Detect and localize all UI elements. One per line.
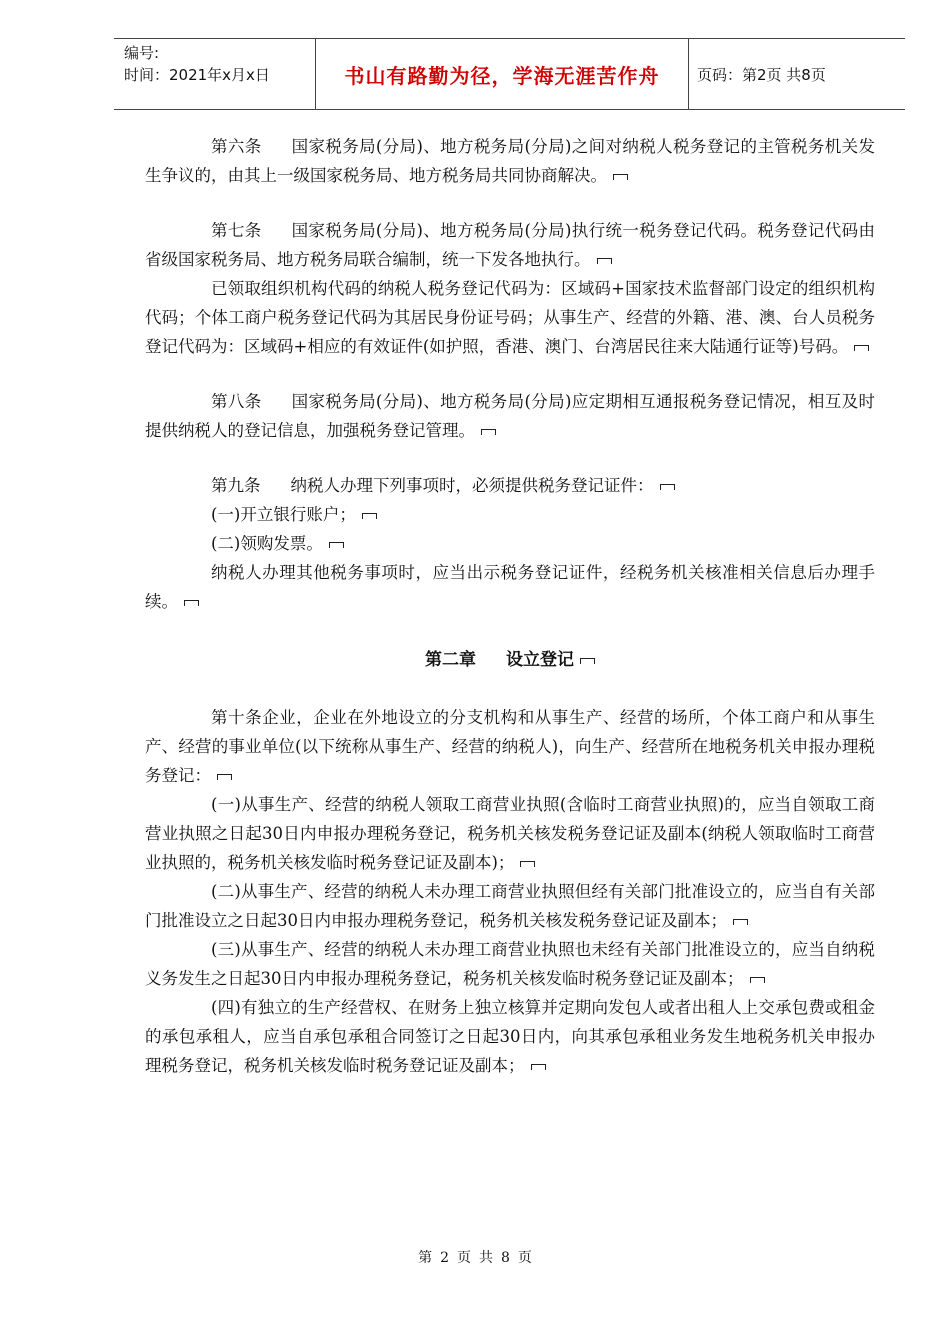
article-9-item-2: (二)领购发票。 <box>145 529 875 558</box>
article-9-tail: 纳税人办理其他税务事项时，应当出示税务登记证件，经税务机关核准相关信息后办理手续。 <box>145 563 875 611</box>
article-9-item-1: (一)开立银行账户； <box>145 500 875 529</box>
article-6: 第六条 国家税务局(分局)、地方税务局(分局)之间对纳税人税务登记的主管税务机关发生争议的，由其上一级国家税务局、地方税务局共同协商解决。 <box>145 137 876 185</box>
header-meta <box>114 39 315 109</box>
paragraph-mark-icon <box>217 774 232 780</box>
paragraph-mark-icon <box>733 919 748 925</box>
paragraph-mark-icon <box>854 345 869 351</box>
header-page-info: 页码：第2页 共8页 <box>697 65 826 84</box>
article-10-item-3: (三)从事生产、经营的纳税人未办理工商营业执照也未经有关部门批准设立的，应当自纳税义务发生之日起30日内申报办理税务登记，税务机关核发临时税务登记证及副本； <box>145 940 875 988</box>
article-8: 第八条 国家税务局(分局)、地方税务局(分局)应定期相互通报税务登记情况，相互及时提供纳税人的登记信息，加强税务登记管理。 <box>145 392 876 440</box>
paragraph-mark-icon <box>580 658 595 664</box>
article-10-item-1: (一)从事生产、经营的纳税人领取工商营业执照(含临时工商营业执照)的，应当自领取工商营业执照之日起30日内申报办理税务登记，税务机关核发税务登记证及副本(纳税人领取临时工商营业执照的，税务机关核发临时税务登记证及副本)； <box>145 795 875 872</box>
paragraph-mark-icon <box>597 258 612 264</box>
article-7-extra: 已领取组织机构代码的纳税人税务登记代码为：区域码+国家技术监督部门设定的组织机构代码；个体工商户税务登记代码为其居民身份证号码；从事生产、经营的外籍、港、澳、台人员税务登记代码为：区域码+相应的有效证件(如护照，香港、澳门、台湾居民往来大陆通行证等)号码。 <box>145 279 875 356</box>
paragraph-mark-icon <box>613 174 628 180</box>
article-10-item-2: (二)从事生产、经营的纳税人未办理工商营业执照但经有关部门批准设立的，应当自有关部门批准设立之日起30日内申报办理税务登记，税务机关核发税务登记证及副本； <box>145 882 875 930</box>
paragraph-mark-icon <box>481 429 496 435</box>
serial-label: 编号: <box>124 44 160 62</box>
document-body <box>145 132 875 1080</box>
time-label: 时间：2021年x月x日 <box>124 66 270 84</box>
article-9: 第九条 纳税人办理下列事项时，必须提供税务登记证件： <box>145 471 875 500</box>
page-footer: 第 2 页 共 8 页 <box>418 1250 532 1266</box>
article-10-item-4: (四)有独立的生产经营权、在财务上独立核算并定期向发包人或者出租人上交承包费或租金的承包承租人，应当自承包承租合同签订之日起30日内，向其承包承租业务发生地税务机关申报办理税务登记，税务机关核发临时税务登记证及副本； <box>145 998 875 1075</box>
paragraph-mark-icon <box>184 600 199 606</box>
chapter-heading: 第二章 设立登记 <box>145 646 875 675</box>
page-header <box>114 38 905 110</box>
paragraph-mark-icon <box>520 861 535 867</box>
paragraph-mark-icon <box>750 977 765 983</box>
paragraph-mark-icon <box>660 484 675 490</box>
paragraph-mark-icon <box>362 513 377 519</box>
article-10-intro: 第十条企业，企业在外地设立的分支机构和从事生产、经营的场所，个体工商户和从事生产、经营的事业单位(以下统称从事生产、经营的纳税人)，向生产、经营所在地税务机关申报办理税务登记： <box>145 708 875 785</box>
header-motto: 书山有路勤为径，学海无涯苦作舟 <box>315 39 689 109</box>
paragraph-mark-icon <box>531 1064 546 1070</box>
paragraph-mark-icon <box>329 542 344 548</box>
article-7: 第七条 国家税务局(分局)、地方税务局(分局)执行统一税务登记代码。税务登记代码由省级国家税务局、地方税务局联合编制，统一下发各地执行。 <box>145 221 876 269</box>
